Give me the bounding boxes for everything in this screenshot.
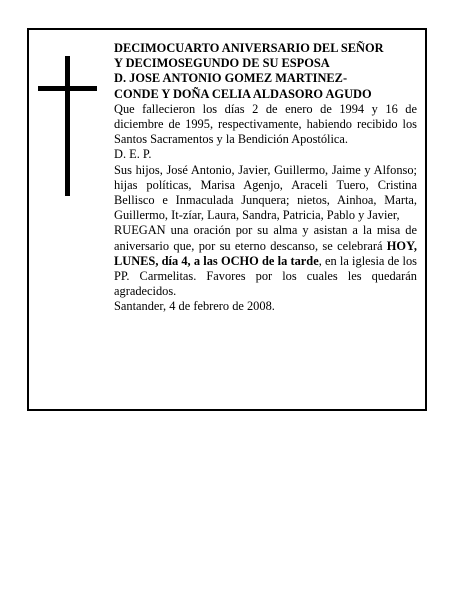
notice-title xyxy=(114,41,417,102)
request-paragraph xyxy=(114,223,417,299)
cross-horizontal-bar xyxy=(38,86,97,91)
request-part-3: , en la iglesia de los PP. Carmelitas. Favores por los cuales les quedarán agradecidos. xyxy=(114,253,417,299)
request-part-1: RUEGAN una oración por su alma y asistan a la misa de aniversario que, por su eterno descanso, se celebrará xyxy=(114,223,417,253)
title-line: D. JOSE ANTONIO GOMEZ MARTINEZ- xyxy=(114,71,348,86)
intro-paragraph: Que fallecieron los días 2 de enero de 1994 y 16 de diciembre de 1995, respectivamente, habiendo recibido los Santos Sacramentos y la Bendición Apostólica. xyxy=(114,101,417,147)
cross-vertical-bar xyxy=(65,56,70,196)
place-date-line: Santander, 4 de febrero de 2008. xyxy=(114,299,275,314)
title-line: DECIMOCUARTO ANIVERSARIO DEL SEÑOR xyxy=(114,41,384,55)
rip-line: D. E. P. xyxy=(114,147,152,162)
title-line: CONDE Y DOÑA CELIA ALDASORO AGUDO xyxy=(114,86,372,101)
title-line: Y DECIMOSEGUNDO DE SU ESPOSA xyxy=(114,56,330,71)
notice-body xyxy=(114,102,417,315)
notice-text xyxy=(114,41,417,315)
mass-time: HOY, LUNES, día 4, a las OCHO de la tarde xyxy=(114,238,417,268)
family-paragraph: Sus hijos, José Antonio, Javier, Guillermo, Jaime y Alfonso; hijas políticas, Marisa Agenjo, Araceli Tuero, Cristina Bellisco e Inmaculada Junquera; nietos, Ainhoa, Marta, Guillermo, It-zíar, Laura, Sandra, Patricia, Pablo y Javier, xyxy=(114,162,417,223)
